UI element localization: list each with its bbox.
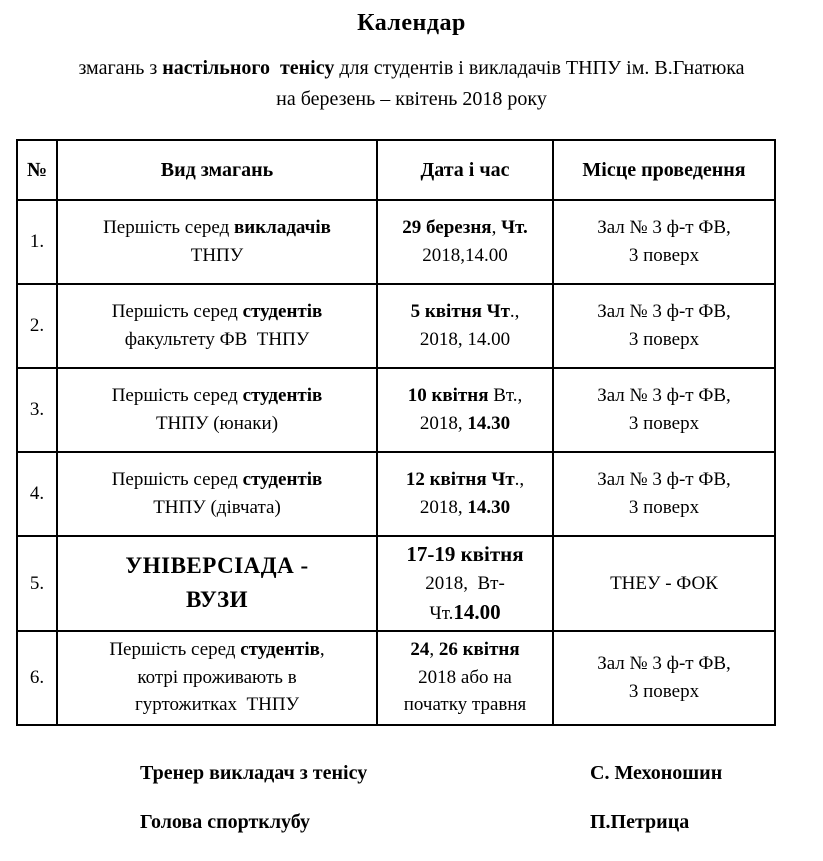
column-header-number: № <box>17 140 57 200</box>
signature-row <box>0 811 823 834</box>
page-subtitle: змагань з настільного тенісу для студентів і викладачів ТНПУ ім. В.Гнатюка на березень – квітень 2018 року <box>78 57 745 110</box>
venue-cell: Зал № 3 ф-т ФВ, 3 поверх <box>553 631 775 725</box>
row-number-cell: 3. <box>17 368 57 452</box>
venue-cell: Зал № 3 ф-т ФВ, 3 поверх <box>553 452 775 536</box>
column-header-venue: Місце проведення <box>553 140 775 200</box>
signature-row <box>0 762 823 785</box>
row-number-cell: 2. <box>17 284 57 368</box>
row-number-cell: 6. <box>17 631 57 725</box>
signatures-block <box>0 762 823 834</box>
venue-cell: Зал № 3 ф-т ФВ, 3 поверх <box>553 284 775 368</box>
signature-name: С. Мехоношин <box>590 761 723 784</box>
signature-role: Голова спортклубу <box>140 810 311 833</box>
signature-role: Тренер викладач з тенісу <box>140 761 368 784</box>
competition-type-cell: Першість серед студентів факультету ФВ ТНПУ <box>57 284 377 368</box>
competition-type-cell: Першість серед студентів ТНПУ (юнаки) <box>57 368 377 452</box>
row-number-cell: 1. <box>17 200 57 284</box>
date-time-cell: 24, 26 квітня 2018 або на початку травня <box>377 631 553 725</box>
date-time-cell: 29 березня, Чт. 2018,14.00 <box>377 200 553 284</box>
table-row <box>17 452 775 536</box>
competition-type-cell: Першість серед студентів, котрі проживають в гуртожитках ТНПУ <box>57 631 377 725</box>
table-row <box>17 368 775 452</box>
date-time-cell: 5 квітня Чт., 2018, 14.00 <box>377 284 553 368</box>
column-header-date-time: Дата і час <box>377 140 553 200</box>
competition-type-cell: УНІВЕРСІАДА - ВУЗИ <box>57 536 377 631</box>
venue-cell: Зал № 3 ф-т ФВ, 3 поверх <box>553 368 775 452</box>
row-number-cell: 4. <box>17 452 57 536</box>
date-time-cell: 12 квітня Чт., 2018, 14.30 <box>377 452 553 536</box>
table-header-row <box>17 140 775 200</box>
row-number-cell: 5. <box>17 536 57 631</box>
table-row <box>17 284 775 368</box>
competition-type-cell: Першість серед викладачів ТНПУ <box>57 200 377 284</box>
date-time-cell: 10 квітня Вт., 2018, 14.30 <box>377 368 553 452</box>
schedule-table <box>16 139 776 726</box>
table-row <box>17 536 775 631</box>
page-title: Календар <box>357 10 466 36</box>
venue-cell: ТНЕУ - ФОК <box>553 536 775 631</box>
column-header-competition-type: Вид змагань <box>57 140 377 200</box>
competition-type-cell: Першість серед студентів ТНПУ (дівчата) <box>57 452 377 536</box>
table-row <box>17 200 775 284</box>
signature-name: П.Петрица <box>590 810 690 833</box>
table-row <box>17 631 775 725</box>
date-time-cell: 17-19 квітня 2018, Вт- Чт.14.00 <box>377 536 553 631</box>
venue-cell: Зал № 3 ф-т ФВ, 3 поверх <box>553 200 775 284</box>
